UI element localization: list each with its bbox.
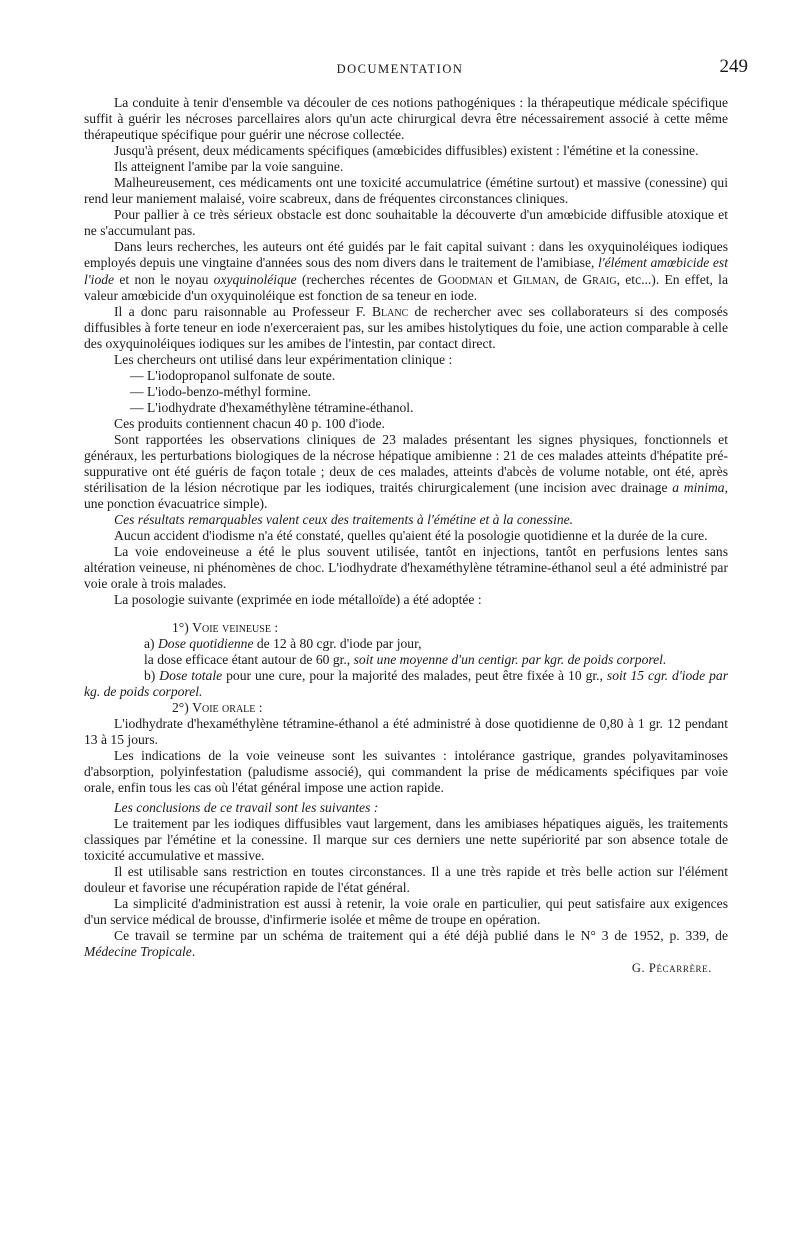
paragraph: La voie endoveineuse a été le plus souvent utilisée, tantôt en injections, tantôt en perfusions lentes sans altération veineuse, ni phénomènes de choc. L'iodhydrate d'hexaméthylène tétramine-éthanol seul a été administré par voie orale à trois malades. xyxy=(84,544,728,592)
emphasis: l'élément amœbicide est l'iode xyxy=(84,255,728,287)
emphasis: soit 15 cgr. d'iode par kg. de poids corporel. xyxy=(84,667,728,699)
paragraph xyxy=(84,432,728,512)
paragraph: Ces résultats remarquables valent ceux des traitements à l'émétine et à la conessine. xyxy=(114,512,574,528)
paragraph: Pour pallier à ce très sérieux obstacle est donc souhaitable la découverte d'un amœbicide diffusible atoxique et ne s'accumulant pas. xyxy=(84,207,728,239)
paragraph xyxy=(84,304,728,352)
paragraph: Il est utilisable sans restriction en toutes circonstances. Il a une très rapide et très belle action sur l'élément douleur et favorise une récupération rapide de l'état général. xyxy=(84,864,728,896)
paragraph: Aucun accident d'iodisme n'a été constaté, quelles qu'aient été la posologie quotidienne et la durée de la cure. xyxy=(114,528,708,544)
text-run: la dose efficace étant autour de 60 gr., xyxy=(144,651,354,667)
section-heading xyxy=(84,700,728,716)
paragraph: Les indications de la voie veineuse sont les suivantes : intolérance gastrique, grandes polyavitaminoses d'absorption, polyinfestation (paludisme associé), qui commandent la prise de médicaments spécifiques par voie orale, enfin tous les cas où l'état général impose une action rapide. xyxy=(84,747,728,795)
list-item: — L'iodhydrate d'hexaméthylène tétramine-éthanol. xyxy=(130,399,414,415)
text-run: , une ponction évacuatrice simple). xyxy=(84,480,728,512)
text-run: de rechercher avec ses collaborateurs si des composés diffusibles à forte teneur en iode n'exerceraient pas, sur les amibes histolytiques du foie, une action comparable à celle des oxyquinoléiques iodiques sur les amibes de l'intestin, par contact direct. xyxy=(84,303,729,351)
text-run: , de xyxy=(555,271,583,287)
author-name: F. Blanc xyxy=(355,303,409,319)
dosage-item-continued xyxy=(84,652,728,668)
text-run: Ce travail se termine par un schéma de traitement qui a été déjà publié dans le N° 3 de 1952, p. 339, de xyxy=(114,928,728,944)
emphasis: a minima xyxy=(672,480,725,496)
article-body xyxy=(84,95,728,977)
list-item: — L'iodo-benzo-méthyl formine. xyxy=(130,383,312,399)
author-name: Gilman xyxy=(512,271,556,287)
emphasis: soit une moyenne d'un centigr. par kgr. de poids corporel. xyxy=(353,651,667,667)
author-name: Graig xyxy=(582,271,617,287)
emphasis: oxyquinoléique xyxy=(213,271,297,287)
paragraph: La simplicité d'administration est aussi à retenir, la voie orale en particulier, qui peut satisfaire aux exigences d'un service médical de brousse, d'infirmerie isolée et même de troupe en opération. xyxy=(84,896,728,928)
text-run: (recherches récentes de xyxy=(296,271,438,287)
paragraph: La conduite à tenir d'ensemble va découler de ces notions pathogéniques : la thérapeutique médicale spécifique suffit à guérir les nécroses parcellaires alors qu'un acte chirurgical devra être nécessairement associé à cette même thérapeutique spécifique pour guérir une nécrose collectée. xyxy=(84,95,728,143)
text-run: : xyxy=(255,699,263,715)
paragraph: L'iodhydrate d'hexaméthylène tétramine-éthanol a été administré à dose quotidienne de 0,80 à 1 gr. 12 pendant 13 à 15 jours. xyxy=(84,715,728,747)
dosage-item xyxy=(84,636,728,652)
item-marker: b) xyxy=(144,667,160,683)
section-number: 2°) xyxy=(172,699,193,715)
paragraph: Malheureusement, ces médicaments ont une toxicité accumulatrice (émétine surtout) et massive (conessine) qui rend leur maniement malaisé, voire scabreux, dans de fréquentes circonstances cliniques. xyxy=(84,175,728,207)
dosage-item xyxy=(84,668,728,700)
paragraph: Jusqu'à présent, deux médicaments spécifiques (amœbicides diffusibles) existent : l'émétine et la conessine. xyxy=(114,143,699,159)
paragraph: Les conclusions de ce travail sont les suivantes : xyxy=(114,800,379,816)
text-run: et non le noyau xyxy=(114,271,214,287)
text-run: pour une cure, pour la majorité des malades, peut être fixée à 10 gr., xyxy=(222,667,607,683)
paragraph xyxy=(84,928,728,960)
text-run: de 12 à 80 cgr. d'iode par jour, xyxy=(253,635,422,651)
paragraph: Ces produits contiennent chacun 40 p. 100 d'iode. xyxy=(114,415,385,431)
section-heading xyxy=(84,620,728,636)
section-number: 1°) xyxy=(172,619,193,635)
text-run: Dans leurs recherches, les auteurs ont été guidés par le fait capital suivant : dans les oxyquinoléiques iodiques employés depuis une vingtaine d'années sous des nom divers dans le traitement de l'amibiase, xyxy=(84,239,728,271)
paragraph: Ils atteignent l'amibe par la voie sanguine. xyxy=(114,159,344,175)
list-item: — L'iodopropanol sulfonate de soute. xyxy=(130,367,336,383)
page-number: 249 xyxy=(719,56,748,77)
author-name: Goodman xyxy=(437,271,493,287)
text-run: Il a donc paru raisonnable au Professeur xyxy=(114,303,356,319)
paragraph: Le traitement par les iodiques diffusibles vaut largement, dans les amibiases hépatiques aiguës, les traitements classiques par l'émétine et la conessine. Il marque sur ces derniers une nette supériorité par son absence totale de toxicité accumulative et massive. xyxy=(84,816,728,864)
emphasis: Dose quotidienne xyxy=(157,635,254,651)
spacer xyxy=(84,609,728,620)
emphasis: Dose totale xyxy=(159,667,223,683)
text-run: : xyxy=(270,619,279,635)
section-label: Voie veineuse xyxy=(192,619,271,635)
paragraph xyxy=(84,239,728,303)
running-title: DOCUMENTATION xyxy=(336,62,464,76)
journal-title: Médecine Tropicale xyxy=(84,944,192,960)
text-run: Sont rapportées les observations cliniques de 23 malades présentant les signes physiques, fonctionnels et généraux, les perturbations biologiques de la nécrose hépatique amibienne : 21 de ces malades atteints d'hépatite pré-suppurative ont été guéris de façon totale ; deux de ces malades, atteints d'abcès de volume notable, ont été, après stérilisation de la lésion nécrotique par les iodiques, traités chirurgicalement (une incision avec drainage xyxy=(84,431,728,496)
text-run: . xyxy=(191,944,196,960)
text-run: , etc...). En effet, la valeur amœbicide d'un oxyquinoléique est fonction de sa teneur en iode. xyxy=(84,271,728,303)
text-run: et xyxy=(492,271,513,287)
item-marker: a) xyxy=(144,635,158,651)
author-signature: G. Pécarrère. xyxy=(631,961,712,976)
section-label: Voie orale xyxy=(192,699,256,715)
paragraph: Les chercheurs ont utilisé dans leur expérimentation clinique : xyxy=(114,351,453,367)
paragraph: La posologie suivante (exprimée en iode métalloïde) a été adoptée : xyxy=(114,592,482,608)
